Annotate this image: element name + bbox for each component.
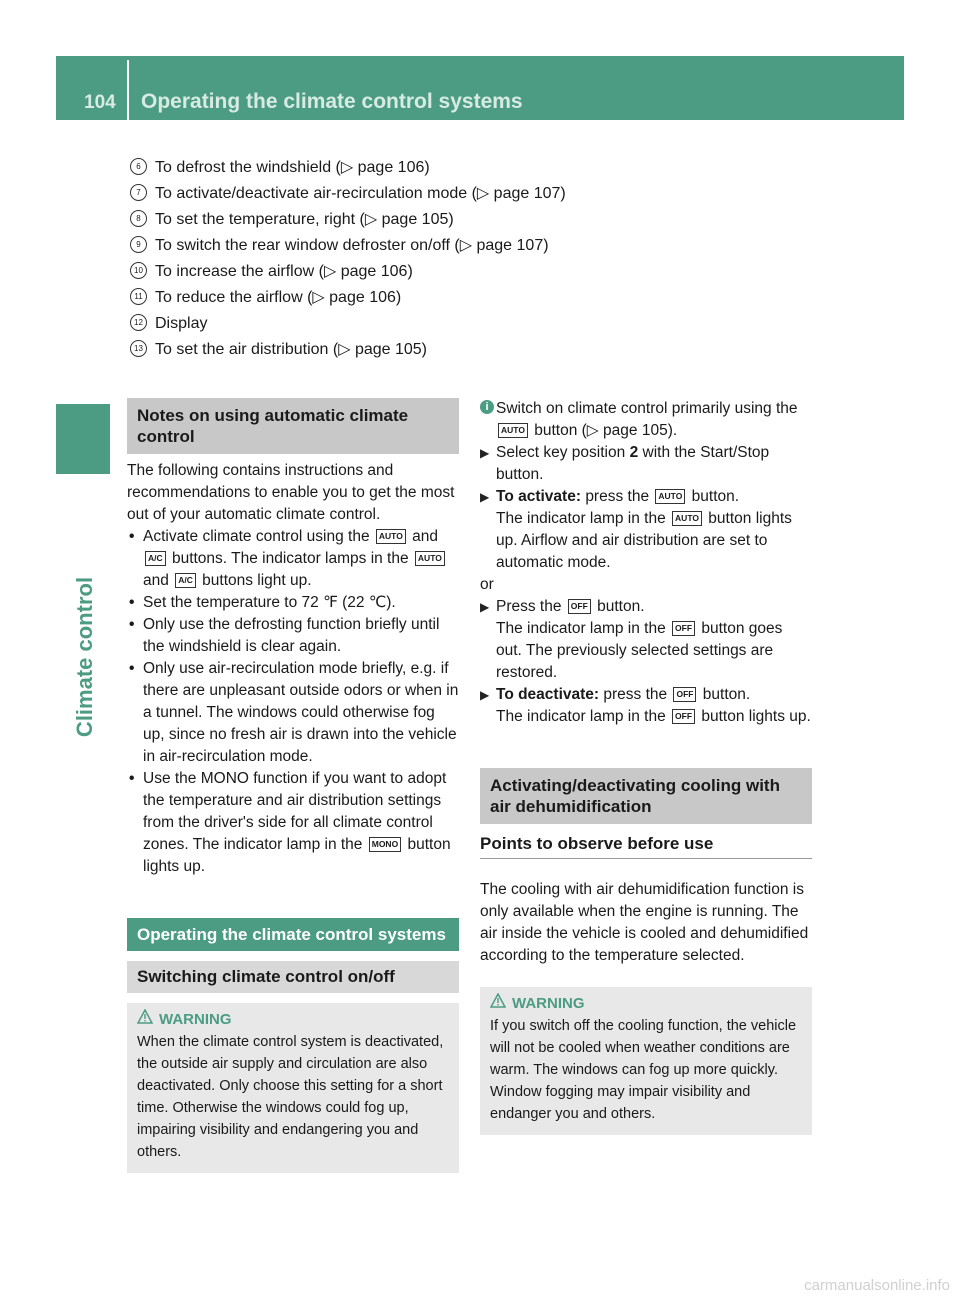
legend-text: To reduce the airflow (▷ page 106) (155, 289, 402, 306)
bullet-text: and (143, 572, 169, 589)
legend-item (130, 259, 830, 285)
page-number: 104 (84, 92, 116, 113)
legend-item (130, 285, 830, 311)
legend-number-badge: 8 (130, 210, 147, 227)
instruction-step (480, 486, 812, 574)
legend-item (130, 311, 830, 337)
info-icon: i (480, 400, 494, 414)
step-result: button goes out. The previously selected settings are restored. (496, 620, 783, 681)
sidebar-section-label: Climate control (72, 576, 97, 738)
step-text: Press the (496, 598, 562, 615)
step-label: To activate: (496, 488, 581, 505)
bullet-text: and (412, 528, 439, 545)
legend-number-badge: 6 (130, 158, 147, 175)
notes-bullet (127, 768, 459, 878)
step-text: Select key position (496, 444, 626, 461)
legend-text: To defrost the windshield (▷ page 106) (155, 159, 430, 176)
step-arrow-icon: ▶ (480, 600, 490, 614)
bullet-text: buttons. The indicator lamps in the (171, 550, 409, 567)
header-divider (127, 60, 129, 120)
warning-text: If you switch off the cooling function, the vehicle will not be cooled when weather conditions are warm. The windows can fog up more quickly. Window fogging may impair visibility and endanger you and others. (490, 1018, 797, 1122)
step-arrow-icon: ▶ (480, 446, 490, 460)
step-text: with the Start/Stop button. (496, 444, 770, 483)
step-result: The indicator lamp in the (496, 620, 666, 637)
warning-box (480, 987, 812, 1135)
info-text: Switch on climate control primarily using the (496, 400, 798, 417)
legend-item (130, 337, 830, 363)
legend-number-badge: 13 (130, 340, 147, 357)
notes-bullet: • Only use air-recirculation mode briefly, e.g. if there are unpleasant outside odors or when in a tunnel. The windows could otherwise fog up, since no fresh air is drawn into the vehicle in air-recirculation mode. (127, 658, 459, 768)
legend-item (130, 155, 830, 181)
step-result: The indicator lamp in the (496, 708, 666, 725)
cooling-heading: Activating/deactivating cooling with air dehumidification (480, 768, 812, 824)
off-key-icon: OFF (568, 599, 591, 614)
warning-title: WARNING (512, 995, 585, 1012)
legend-text: Display (155, 315, 208, 332)
legend-item (130, 233, 830, 259)
step-label: To deactivate: (496, 686, 600, 703)
notes-intro: The following contains instructions and recommendations to enable you to get the most out of your automatic climate control. (127, 462, 455, 523)
points-subheading: Points to observe before use (480, 834, 812, 859)
legend-text: To increase the airflow (▷ page 106) (155, 263, 413, 280)
step-text: 2 (629, 444, 639, 461)
instruction-step (480, 442, 812, 486)
auto-key-icon: AUTO (672, 511, 702, 526)
step-result: button lights up. Airflow and air distribution are set to automatic mode. (496, 510, 792, 571)
step-text: button. (702, 686, 751, 703)
legend-item (130, 207, 830, 233)
instruction-step (480, 684, 812, 728)
warning-title-row (137, 1009, 449, 1031)
warning-title-row (490, 993, 802, 1015)
warning-triangle-icon (137, 1009, 159, 1031)
legend-number-badge: 9 (130, 236, 147, 253)
step-text: button. (597, 598, 645, 615)
auto-key-icon: AUTO (415, 551, 445, 566)
step-text: press the (585, 488, 650, 505)
warning-box (127, 1003, 459, 1173)
instruction-step (480, 596, 812, 684)
off-key-icon: OFF (672, 709, 695, 724)
legend-item (130, 181, 830, 207)
auto-key-icon: AUTO (498, 423, 528, 438)
legend-number-badge: 11 (130, 288, 147, 305)
bullet-text: buttons light up. (202, 572, 312, 589)
legend-text: To switch the rear window defroster on/off (▷ page 107) (155, 237, 549, 254)
right-column (480, 398, 812, 1135)
notes-bullet: • Only use the defrosting function briefly until the windshield is clear again. (127, 614, 459, 658)
auto-key-icon: AUTO (376, 529, 406, 544)
bullet-text: Activate climate control using the (143, 528, 370, 545)
off-key-icon: OFF (672, 621, 695, 636)
or-text: or (480, 576, 494, 593)
bullet-text: Use the MONO function if you want to adopt the temperature and air distribution settings from the driver's side for all climate control zones. The indicator lamp in the (143, 770, 447, 853)
off-key-icon: OFF (673, 687, 696, 702)
step-result: button lights up. (701, 708, 811, 725)
legend-list (130, 155, 830, 363)
legend-number-badge: 10 (130, 262, 147, 279)
step-text: press the (603, 686, 668, 703)
auto-key-icon: AUTO (655, 489, 685, 504)
step-text: button. (691, 488, 740, 505)
mono-key-icon: MONO (369, 837, 401, 852)
page-title: Operating the climate control systems (141, 90, 523, 113)
sidebar-marker (56, 404, 110, 474)
step-arrow-icon: ▶ (480, 490, 490, 504)
notes-bullet: • Set the temperature to 72 ℉ (22 ℃). (127, 592, 459, 614)
bullet-text: button lights up. (143, 836, 451, 875)
notes-bullet (127, 526, 459, 592)
step-arrow-icon: ▶ (480, 688, 490, 702)
legend-text: To activate/deactivate air-recirculation mode (▷ page 107) (155, 185, 566, 202)
watermark: carmanualsonline.info (804, 1277, 950, 1294)
warning-text: When the climate control system is deactivated, the outside air supply and circulation are also deactivated. Only choose this setting for a short time. Otherwise the windows could fog up, impairing visibility and endangering you and others. (137, 1034, 444, 1160)
cooling-text: The cooling with air dehumidification function is only available when the engine is running. The air inside the vehicle is cooled and dehumidified according to the temperature selected. (480, 881, 809, 964)
operating-heading: Operating the climate control systems (127, 918, 459, 951)
legend-text: To set the air distribution (▷ page 105) (155, 341, 428, 358)
legend-text: To set the temperature, right (▷ page 105) (155, 211, 454, 228)
legend-number-badge: 7 (130, 184, 147, 201)
switching-subheading: Switching climate control on/off (127, 961, 459, 993)
warning-triangle-icon (490, 993, 512, 1015)
step-result: The indicator lamp in the (496, 510, 666, 527)
info-text: button (▷ page 105). (534, 422, 678, 439)
ac-key-icon: A/C (145, 551, 166, 566)
notes-heading: Notes on using automatic climate control (127, 398, 459, 454)
warning-title: WARNING (159, 1011, 232, 1028)
left-column (127, 398, 459, 1173)
ac-key-icon: A/C (175, 573, 196, 588)
legend-number-badge: 12 (130, 314, 147, 331)
info-note (480, 398, 812, 442)
